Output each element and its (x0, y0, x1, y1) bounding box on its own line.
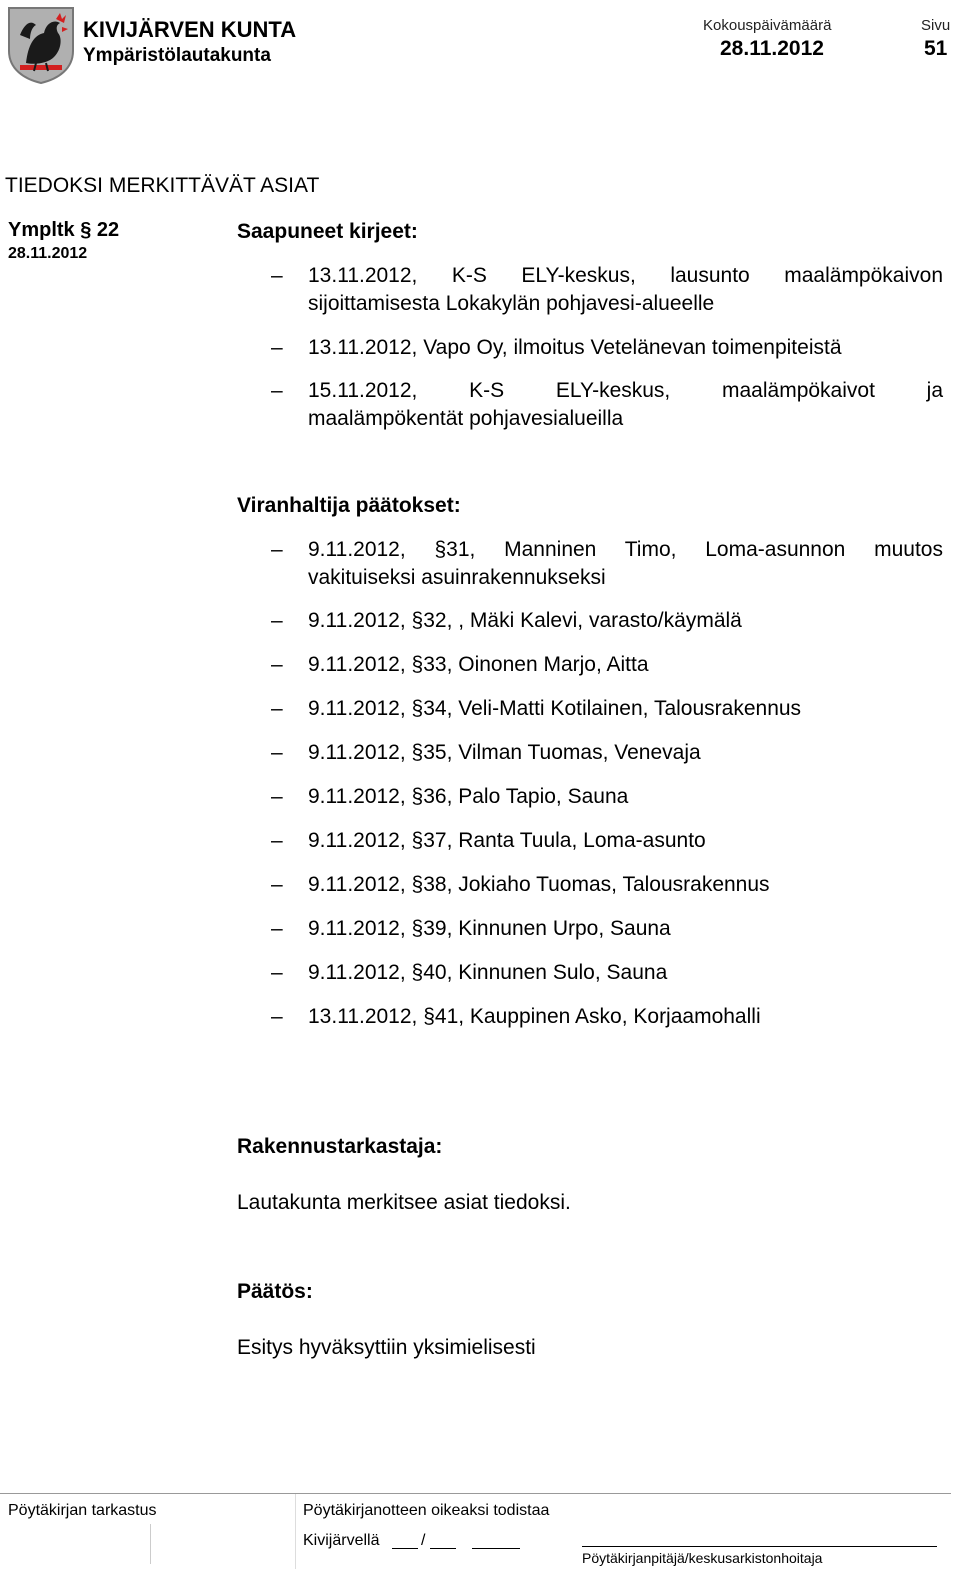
date-year-blank (472, 1548, 520, 1549)
list-dash: – (271, 961, 283, 984)
list-item-text: 13.11.2012, Vapo Oy, ilmoitus Vetelänevan toimenpiteistä (308, 336, 842, 359)
list-item-text: 9.11.2012, §33, Oinonen Marjo, Aitta (308, 653, 649, 676)
list-item (237, 827, 943, 855)
page-footer (0, 1493, 951, 1569)
list-item (237, 959, 943, 987)
signature-line (582, 1546, 937, 1547)
list-item-text: 9.11.2012, §34, Veli-Matti Kotilainen, Talousrakennus (308, 697, 802, 720)
decision-heading: Päätös: (237, 1280, 313, 1303)
section-title: TIEDOKSI MERKITTÄVÄT ASIAT (5, 174, 320, 197)
list-dash: – (271, 785, 283, 808)
list-dash: – (271, 538, 283, 561)
list-item (237, 739, 943, 767)
proposal-heading: Rakennustarkastaja: (237, 1135, 443, 1158)
list-item-text: 9.11.2012, §36, Palo Tapio, Sauna (308, 785, 629, 808)
list-dash: – (271, 697, 283, 720)
list-dash: – (271, 379, 283, 402)
list-item (237, 1003, 943, 1031)
list-item (237, 536, 943, 592)
list-item (237, 651, 943, 679)
list-dash: – (271, 741, 283, 764)
list-item-text-continued: sijoittamisesta Lokakylän pohjavesi-alueelle (308, 292, 715, 315)
list-item-text: 13.11.2012, §41, Kauppinen Asko, Korjaamohalli (308, 1005, 761, 1028)
incoming-letters-heading: Saapuneet kirjeet: (237, 220, 418, 243)
list-item-text: 15.11.2012, K-S ELY-keskus, maalämpökaivot ja (308, 379, 943, 402)
place-name: Kivijärvellä (303, 1532, 380, 1549)
list-item (237, 915, 943, 943)
date-month-blank (430, 1548, 456, 1549)
organization-name: KIVIJÄRVEN KUNTA (83, 17, 297, 42)
list-item-text: 9.11.2012, §39, Kinnunen Urpo, Sauna (308, 917, 671, 940)
list-item (237, 334, 943, 362)
list-item (237, 871, 943, 899)
item-date: 28.11.2012 (8, 245, 88, 262)
list-item-text-continued: maalämpökentät pohjavesialueilla (308, 407, 624, 430)
date-separator: / (421, 1532, 426, 1549)
list-dash: – (271, 917, 283, 940)
board-name: Ympäristölautakunta (83, 45, 271, 66)
list-dash: – (271, 1005, 283, 1028)
list-item-text: 13.11.2012, K-S ELY-keskus, lausunto maalämpökaivon (308, 264, 943, 287)
municipal-coat-of-arms (6, 5, 76, 85)
footer-divider (150, 1524, 151, 1564)
list-dash: – (271, 653, 283, 676)
meeting-date: 28.11.2012 (720, 37, 824, 60)
review-label: Pöytäkirjan tarkastus (8, 1502, 157, 1519)
item-code: Ympltk § 22 (8, 219, 120, 241)
list-dash: – (271, 336, 283, 359)
page-number: 51 (924, 37, 948, 60)
list-item-text: 9.11.2012, §32, , Mäki Kalevi, varasto/käymälä (308, 609, 742, 632)
list-item-text: 9.11.2012, §31, Manninen Timo, Loma-asunnon muutos (308, 538, 943, 561)
list-item (237, 783, 943, 811)
list-dash: – (271, 609, 283, 632)
list-item-text: 9.11.2012, §35, Vilman Tuomas, Venevaja (308, 741, 701, 764)
list-item (237, 377, 943, 433)
list-dash: – (271, 873, 283, 896)
list-item (237, 262, 943, 318)
list-item-text: 9.11.2012, §40, Kinnunen Sulo, Sauna (308, 961, 668, 984)
list-item (237, 695, 943, 723)
list-dash: – (271, 264, 283, 287)
proposal-text: Lautakunta merkitsee asiat tiedoksi. (237, 1191, 571, 1214)
list-item (237, 607, 943, 635)
date-day-blank (392, 1548, 418, 1549)
list-item-text: 9.11.2012, §38, Jokiaho Tuomas, Talousrakennus (308, 873, 770, 896)
list-item-text-continued: vakituiseksi asuinrakennukseksi (308, 566, 606, 589)
meeting-date-label: Kokouspäivämäärä (703, 17, 832, 34)
certify-label: Pöytäkirjanotteen oikeaksi todistaa (303, 1502, 550, 1519)
signer-label: Pöytäkirjanpitäjä/keskusarkistonhoitaja (582, 1550, 823, 1566)
page-label: Sivu (921, 17, 951, 34)
list-item-text: 9.11.2012, §37, Ranta Tuula, Loma-asunto (308, 829, 706, 852)
official-decisions-heading: Viranhaltija päätokset: (237, 494, 461, 517)
footer-divider (295, 1494, 296, 1569)
list-dash: – (271, 829, 283, 852)
decision-text: Esitys hyväksyttiin yksimielisesti (237, 1336, 536, 1359)
